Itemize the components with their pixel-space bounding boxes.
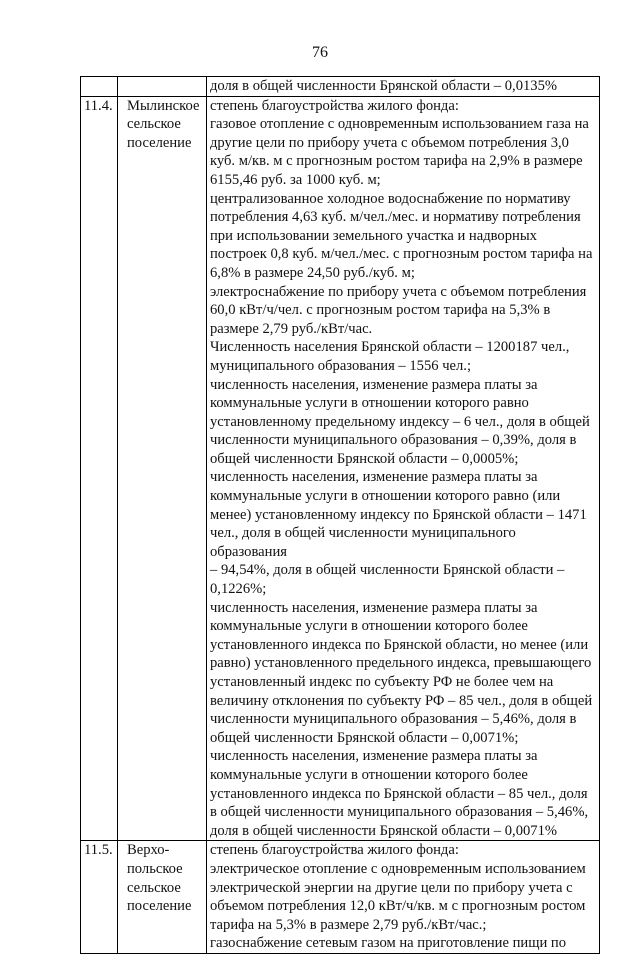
description-line: численности муниципального образования – 0,39%, доля в	[210, 432, 577, 449]
description-line: установленный индекс по субъекту РФ не более чем на	[210, 674, 554, 690]
tariff-table	[80, 76, 600, 954]
description-line: установленного индекса по Брянской области – 85 чел., доля	[210, 785, 588, 802]
description-line: 6,8% в размере 24,50 руб./куб. м;	[210, 264, 415, 281]
description-line: степень благоустройства жилого фонда:	[210, 842, 459, 859]
description-line: численность населения, изменение размера платы за	[210, 748, 538, 765]
description-line: в общей численности муниципального образования – 5,46%,	[210, 804, 589, 821]
description-line: коммунальные услуги в отношении которого равно	[210, 395, 529, 412]
description-line: чел., доля в общей численности муниципального образования	[210, 525, 516, 560]
row-number-cell: 11.4.	[81, 96, 118, 841]
description-line: при использовании земельного участка и надворных	[210, 227, 537, 244]
description-line: численность населения, изменение размера платы за	[210, 469, 538, 486]
description-line: газоснабжение сетевым газом на приготовление пищи по	[210, 935, 567, 952]
table-row	[81, 96, 600, 841]
description-line: газовое отопление с одновременным использованием газа на	[210, 116, 589, 133]
settlement-name-line: поселение	[127, 134, 192, 151]
table-body	[81, 77, 600, 954]
settlement-name-cell	[118, 77, 207, 97]
description-line: другие цели по прибору учета с объемом потребления 3,0	[210, 134, 569, 151]
row-number-cell	[81, 77, 118, 97]
description-line: величину отклонения по субъекту РФ – 85 чел., доля в общей	[210, 692, 593, 709]
description-line: электроснабжение по прибору учета с объемом потребления	[210, 283, 587, 300]
description-line: общей численности Брянской области – 0,0005%;	[210, 450, 519, 467]
description-line: численности муниципального образования – 5,46%, доля в	[210, 711, 577, 728]
description-line: 0,1226%;	[210, 581, 267, 598]
description-line: установленного индекса по Брянской области, но менее (или	[210, 636, 589, 653]
settlement-name-cell	[118, 841, 207, 954]
description-line: коммунальные услуги в отношении которого равно (или	[210, 488, 561, 505]
description-line: общей численности Брянской области – 0,0071%;	[210, 729, 519, 746]
description-line: равно) установленного предельного индекса, превышающего	[210, 655, 592, 672]
description-line: объемом потребления 12,0 кВт/ч/кв. м с прогнозным ростом	[210, 898, 586, 915]
description-line: доля в общей численности Брянской области – 0,0071%	[210, 822, 558, 839]
description-line: куб. м/кв. м с прогнозным ростом тарифа на 2,9% в размере	[210, 153, 583, 170]
settlement-name-line: польское	[127, 860, 183, 877]
description-line: электрической энергии на другие цели по прибору учета с	[210, 879, 573, 896]
description-line: муниципального образования – 1556 чел.;	[210, 357, 472, 374]
settlement-name-cell	[118, 96, 207, 841]
description-line: построек 0,8 куб. м/чел./мес. с прогнозным ростом тарифа на	[210, 246, 593, 263]
description-line: численность населения, изменение размера платы за	[210, 599, 538, 616]
description-line: менее) установленному индексу по Брянской области – 1471	[210, 506, 587, 523]
description-line: Численность населения Брянской области – 1200187 чел.,	[210, 339, 570, 356]
settlement-name-line: сельское	[127, 116, 181, 133]
settlement-name-line: Мылинское	[127, 97, 200, 114]
description-cell	[207, 77, 600, 97]
description-cell	[207, 96, 600, 841]
description-line: 6155,46 руб. за 1000 куб. м;	[210, 171, 381, 188]
table-row	[81, 841, 600, 954]
description-line: коммунальные услуги в отношении которого более	[210, 618, 528, 635]
settlement-name-line: поселение	[127, 898, 192, 915]
table-row	[81, 77, 600, 97]
description-line: численность населения, изменение размера платы за	[210, 376, 538, 393]
settlement-name-line: сельское	[127, 879, 181, 896]
description-line: коммунальные услуги в отношении которого более	[210, 766, 528, 783]
description-cell	[207, 841, 600, 954]
description-line: потребления 4,63 куб. м/чел./мес. и нормативу потребления	[210, 209, 581, 226]
description-line: степень благоустройства жилого фонда:	[210, 97, 459, 114]
description-line: доля в общей численности Брянской области – 0,0135%	[210, 78, 558, 94]
description-line: централизованное холодное водоснабжение по нормативу	[210, 190, 571, 207]
row-number-cell: 11.5.	[81, 841, 118, 954]
description-line: – 94,54%, доля в общей численности Брянской области –	[210, 562, 565, 579]
page-number: 76	[312, 44, 328, 61]
description-line: установленному предельному индексу – 6 чел., доля в общей	[210, 413, 590, 430]
description-line: электрическое отопление с одновременным использованием	[210, 860, 586, 877]
description-line: 60,0 кВт/ч/чел. с прогнозным ростом тарифа на 5,3% в	[210, 302, 551, 319]
description-line: тарифа на 5,3% в размере 2,79 руб./кВт/час.;	[210, 916, 487, 933]
settlement-name-line: Верхо-	[127, 842, 170, 859]
description-line: размере 2,79 руб./кВт/час.	[210, 320, 373, 337]
